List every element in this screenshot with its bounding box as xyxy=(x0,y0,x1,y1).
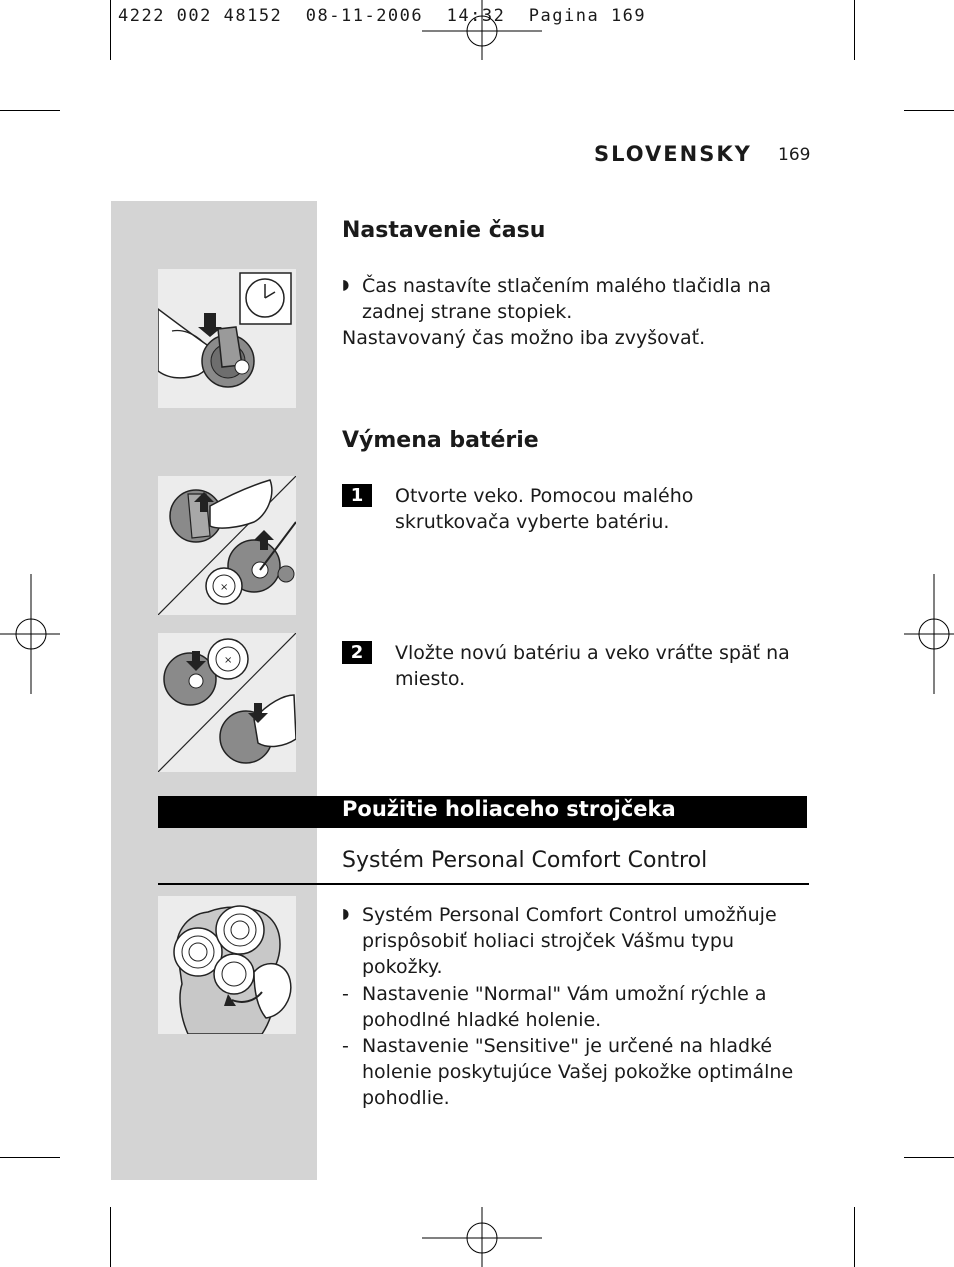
comfort-bullet-line1: Systém Personal Comfort Control umožňuje xyxy=(362,904,777,926)
subheading-rule xyxy=(158,883,809,885)
step-number-2: 2 xyxy=(342,641,372,664)
crop-mark xyxy=(904,1157,954,1158)
normal-setting-line1: Nastavenie "Normal" Vám umožní rýchle a xyxy=(362,983,767,1005)
page-number: 169 xyxy=(778,145,811,165)
crop-mark xyxy=(0,110,60,111)
dash-marker: - xyxy=(342,1035,349,1057)
crop-mark xyxy=(0,1157,60,1158)
sensitive-setting-line1: Nastavenie "Sensitive" je určené na hladké xyxy=(362,1035,773,1057)
battery-insert-illustration xyxy=(158,633,296,772)
step-2-line2: miesto. xyxy=(395,668,466,690)
comfort-bullet-line2: prispôsobiť holiaci strojček Vášmu typu xyxy=(362,930,734,952)
comfort-bullet-line3: pokožky. xyxy=(362,956,443,978)
print-time: 14:32 xyxy=(446,6,506,26)
stopwatch-illustration xyxy=(158,269,296,408)
crop-mark xyxy=(110,0,111,60)
step-1-line2: skrutkovača vyberte batériu. xyxy=(395,511,670,533)
sensitive-setting-line2: holenie poskytujúce Vašej pokožke optimálne xyxy=(362,1061,794,1083)
print-page-label: Pagina 169 xyxy=(528,6,647,26)
language-label: SLOVENSKY xyxy=(594,142,752,166)
heading-battery-replacement: Výmena batérie xyxy=(342,428,539,453)
crop-mark xyxy=(854,1207,855,1267)
print-header xyxy=(118,6,646,26)
step-2-line1: Vložte novú batériu a veko vráťte späť na xyxy=(395,642,790,664)
sensitive-setting-line3: pohodlie. xyxy=(362,1087,450,1109)
time-instruction-line2: zadnej strane stopiek. xyxy=(362,301,573,323)
normal-setting-line2: pohodlné hladké holenie. xyxy=(362,1009,602,1031)
crop-mark xyxy=(110,1207,111,1267)
time-note: Nastavovaný čas možno iba zvyšovať. xyxy=(342,327,706,349)
step-1-line1: Otvorte veko. Pomocou malého xyxy=(395,485,694,507)
registration-mark-bottom xyxy=(420,1207,544,1267)
heading-time-setting: Nastavenie času xyxy=(342,218,546,243)
step-number-1: 1 xyxy=(342,484,372,507)
print-date: 08-11-2006 xyxy=(305,6,424,26)
svg-text:×: × xyxy=(220,582,229,593)
battery-removal-illustration xyxy=(158,476,296,615)
crop-mark xyxy=(904,110,954,111)
print-code: 4222 002 48152 xyxy=(118,6,283,26)
registration-mark-left xyxy=(0,572,62,696)
section-title-using-shaver: Použitie holiaceho strojčeka xyxy=(342,797,676,821)
dash-marker: - xyxy=(342,983,349,1005)
time-instruction-line1: Čas nastavíte stlačením malého tlačidla na xyxy=(362,275,772,297)
bullet-icon: ◗ xyxy=(342,906,350,922)
shaver-illustration xyxy=(158,896,296,1034)
crop-mark xyxy=(854,0,855,60)
bullet-icon: ◗ xyxy=(342,277,350,293)
registration-mark-right xyxy=(902,572,954,696)
subheading-comfort-control: Systém Personal Comfort Control xyxy=(342,848,708,873)
svg-text:×: × xyxy=(224,655,233,666)
registration-mark-top xyxy=(420,0,544,62)
